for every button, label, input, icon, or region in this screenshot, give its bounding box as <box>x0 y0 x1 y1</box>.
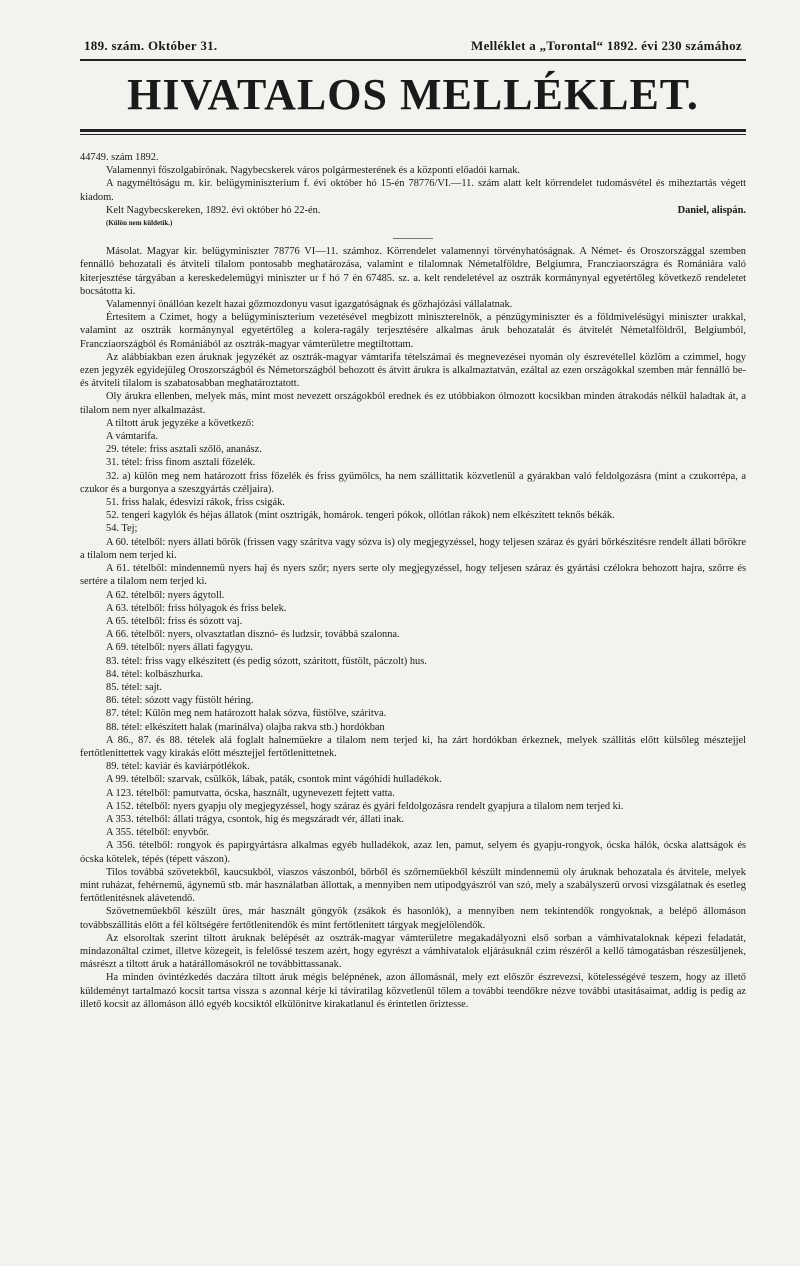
paragraph: Az elsoroltak szerint tiltott áruknak belépését az osztrák-magyar vámterületre megakadályozni első sorban a vámhivataloknak képezi feladatát, mindazonáltal czimet, illetve közegeit, is felelőssé teszem azért, hogy egyrészt a vámhivatalok eljárásuknál czim részéről a kellő támogatásban részesüljenek, másrészt a tiltott áruk a határállomásokról ne továbbittassanak. <box>80 932 746 971</box>
paragraph: 54. Tej; <box>106 523 138 535</box>
paragraph: 87. tétel: Külön meg nem határozott halak sózva, füstölve, száritva. <box>106 708 387 720</box>
paragraph: A 63. tételből: friss hólyagok és friss belek. <box>106 602 287 614</box>
notice-number: 44749. szám 1892. <box>80 152 159 163</box>
paragraph: Valamennyi önállóan kezelt hazai gőzmozdonyu vasut igazgatóságnak és gőzhajózási vállalatnak. <box>106 299 513 311</box>
paragraph: A 86., 87. és 88. tételek alá foglalt halnemüekre a tilalom nem terjed ki, ha zárt hordókban érkeznek, melyek szállitás előtt külsőleg mésztejjel fertőtlenittettek vagy kirakás előtt mésztejjel fertőtlenittetnek. <box>80 734 746 759</box>
paragraph: A 152. tételből: nyers gyapju oly megjegyzéssel, hogy száraz és gyári feldolgozásra rendelt gyapjura a tilalom nem terjed ki. <box>106 800 624 812</box>
paragraph: A 99. tételből: szarvak, csülkök, lábak, paták, csontok mint vágóhidi hulladékok. <box>106 774 442 786</box>
paragraph: A 123. tételből: pamutvatta, ócska, használt, ugynevezett fejtett vatta. <box>106 787 395 799</box>
notice-addressee: Valamennyi főszolgabirónak. Nagybecskerek város polgármesterének és a központi előadói karnak. <box>106 165 521 177</box>
document-body <box>80 151 746 1011</box>
paragraph: 89. tétel: kaviár és kaviárpótlékok. <box>106 761 250 773</box>
paragraph: 31. tétel: friss finom asztali főzelék. <box>106 457 256 469</box>
page-title: HIVATALOS MELLÉKLET. <box>127 70 699 119</box>
paragraph: A 60. tételből: nyers állati bőrök (frissen vagy száritva vagy sózva is) oly megjegyzéssel, hogy teljesen száraz és gyári bőrkészitésre rendelt állati bőrökre a tilalom nem terjed ki. <box>80 536 746 561</box>
document-page <box>80 38 746 1011</box>
paragraph: 84. tétel: kolbászhurka. <box>106 668 203 680</box>
paragraph: Értesitem a Czimet, hogy a belügyminiszterium vezetésével megbizott miniszterelnök, a pénzügyminiszter és a földmivelésügyi miniszter urakkal, valamint az osztrák kormánynyal egyetértőleg a kolera-ragály terjesztésére alkalmas áruk behozatalát és átvitelét Németalföldről, Belgiumból, Francziaországból és Romániából az osztrák-magyar vámterületre megtiltottam. <box>80 312 746 350</box>
paragraph: 32. a) külön meg nem határozott friss főzelék és friss gyümölcs, ha nem szállittatik közvetlenül a gyárakban való feldolgozásra (mint a czukorrépa, a czukor és a burgonya a szeszgyártás czéljaira). <box>80 470 746 495</box>
paragraph: A 353. tételből: állati trágya, csontok, hig és megszáradt vér, állati inak. <box>106 813 404 825</box>
paragraph-list <box>80 245 746 1011</box>
issue-date: 189. szám. Október 31. <box>84 38 218 53</box>
notice-note: (Külön nem küldetik.) <box>106 219 173 228</box>
divider <box>80 129 746 135</box>
paragraph: 85. tétel: sajt. <box>106 681 162 693</box>
notice-text: A nagyméltóságu m. kir. belügyminiszterium f. évi október hó 15-én 78776/VI.—11. szám alatt kelt körrendelet tudomásvétel és miheztartás végett kiadom. <box>80 178 746 203</box>
paragraph: 51. friss halak, édesvizi rákok, friss csigák. <box>106 497 285 509</box>
paragraph: Szövetnemüekből készült üres, már használt göngyök (zsákok és hasonlók), a mennyiben nem tekintendők rongyoknak, a belépő állomáson továbbszállitás előtt a fél költségére fertőtlenitendők és mint fertőtlenitett tárgyak megjelölendők. <box>80 906 746 931</box>
paragraph: 86. tétel: sózott vagy füstölt héring. <box>106 695 254 707</box>
paragraph: A 61. tételből: mindennemü nyers haj és nyers szőr; nyers serte oly megjegyzéssel, hogy teljesen száraz és gyártási czélokra behozott hajra, szőrre és sertére a tilalom nem terjed ki. <box>80 563 746 588</box>
paragraph: Tilos továbbá szövetekből, kaucsukból, viaszos vászonból, bőrből és szőrnemüekből készült mindennemü oly áruknak behozatala és átvitele, melyek mint ruházat, fehérnemü, ágynemü stb. már használatban állottak, a mennyiben nem utipodgyászról van szó, mely a szabályszerü orvosi vizsgálatnak és esetleg fertőtlenitésnek alávetendő. <box>80 866 746 905</box>
paragraph: 88. tétel: elkészitett halak (marinálva) olajba rakva stb.) hordókban <box>106 721 385 733</box>
supplement-info: Melléklet a „Torontal“ 1892. évi 230 számához <box>471 38 742 53</box>
paragraph: A tiltott áruk jegyzéke a következő: <box>106 417 255 429</box>
paragraph: Az alábbiakban ezen áruknak jegyzékét az osztrák-magyar vámtarifa tételszámai és megnevezései nyomán oly észrevétellel közlöm a czimmel, hogy ezen jegyzék egyidejüleg Oroszországból és Németországból behozott és átvitt árukra is alkalmaztatván, ezáltal az ezen országokkal szemben már fennálló be- és átviteli tilalom is szabatosabban meghatároztatott. <box>80 351 746 390</box>
paragraph: 29. tétele: friss asztali szőlő, ananász. <box>106 444 262 456</box>
paragraph: 52. tengeri kagylók és héjas állatok (mint osztrigák, homárok. tengeri pókok, ollótlan rákok) nem elkészitett teknős békák. <box>106 510 615 522</box>
paragraph: A 62. tételből: nyers ágytoll. <box>106 589 225 601</box>
notice-signature: Daniel, alispán. <box>677 204 746 216</box>
paragraph: A 69. tételből: nyers állati fagygyu. <box>106 642 253 654</box>
paragraph: 83. tétel: friss vagy elkészitett (és pedig sózott, száritott, füstölt, páczolt) hus. <box>106 655 427 667</box>
divider <box>393 238 433 239</box>
paragraph: A 65. tételből: friss és sózott vaj. <box>106 615 243 627</box>
paragraph: A vámtarifa. <box>106 431 158 443</box>
paragraph: Oly árukra ellenben, melyek más, mint most nevezett országokból erednek és ez utóbbiakon ólmozott kocsikban minden átrakodás nélkül haladtak át, a tilalom nem nyer alkalmazást. <box>80 391 746 416</box>
paragraph: A 355. tételből: enyvbőr. <box>106 827 210 839</box>
masthead <box>80 38 746 59</box>
divider <box>80 59 746 61</box>
paragraph: A 66. tételből: nyers, olvasztatlan disznó- és ludzsir, továbbá szalonna. <box>106 629 400 641</box>
notice-dated: Kelt Nagybecskereken, 1892. évi október hó 22-én. <box>106 204 321 216</box>
paragraph: A 356. tételből: rongyok és papirgyártásra alkalmas egyéb hulladékok, azaz len, pamut, selyem és gyapju-rongyok, ócska hálók, ócska alattságok és ócska kötelek, tépés (tépett vászon). <box>80 840 746 865</box>
paragraph: Másolat. Magyar kir. belügyminiszter 78776 VI—11. számhoz. Körrendelet valamennyi törvényhatóságnak. A Német- és Oroszországgal szemben fennálló behozatali és átviteli tilalom pontosabb meghatározása, valamint e tilalomnak Németalföldre, Belgiumra, Francziaországra és Romániára való kiterjesztése tárgyában a kereskedelemügyi miniszter ur f hó 7 én 67485. sz. a. kelt rendeletével az osztrák kormánynyal egyetértőleg következő rendeletet bocsátotta ki. <box>80 246 746 297</box>
paragraph: Ha minden óvintézkedés daczára tiltott áruk mégis belépnének, azon állomásnál, mely ezt először észrevezsi, kötelességévé teszem, hogy az illető küldeményt tartalmazó kocsit tartsa vissza s azonnal kérje ki táviratilag közvetlenül tőlem a további teendőkre nézve további utasitásaimat, addig is pedig az illető kocsit az állomáson álló egyéb kocsiktól elkülönitve kirakatlanul és érintetlen őriztesse. <box>80 972 746 1010</box>
